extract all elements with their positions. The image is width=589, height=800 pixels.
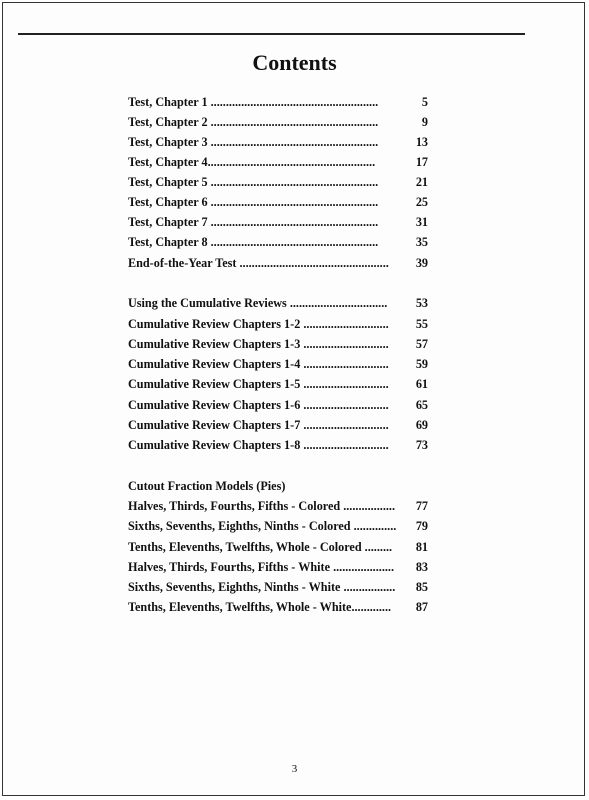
toc-entry-page: 79 [415,519,428,533]
toc-entry-label: Cumulative Review Chapters 1-8 ............................ [128,438,389,452]
toc-entry-label: Cumulative Review Chapters 1-6 ............................ [128,398,389,412]
toc-entry[interactable] [128,499,428,519]
toc-entry[interactable] [128,418,428,438]
toc-entry[interactable] [128,215,428,235]
toc-entry-label: Cumulative Review Chapters 1-3 ............................ [128,337,389,351]
toc-entry-label: End-of-the-Year Test ................................................. [128,256,389,270]
toc-entry-label: Test, Chapter 3 ....................................................... [128,135,379,149]
toc-entry[interactable] [128,560,428,580]
page-number: 3 [291,763,298,775]
toc-entry-label: Test, Chapter 1 ....................................................... [128,95,379,109]
toc-entry[interactable] [128,235,428,255]
toc-entry[interactable] [128,600,428,620]
toc-entry-label: Sixths, Sevenths, Eighths, Ninths - Colored .............. [128,519,397,533]
toc-entry[interactable] [128,135,428,155]
toc-entry-page: 83 [415,560,428,574]
toc-entry[interactable] [128,580,428,600]
toc-entry[interactable] [128,175,428,195]
toc-entry-label: Test, Chapter 6 ....................................................... [128,195,379,209]
toc-entry[interactable] [128,115,428,135]
toc-entry-page: 17 [415,155,428,169]
toc-entry-label: Cumulative Review Chapters 1-7 ............................ [128,418,389,432]
toc-entry-label: Tenths, Elevenths, Twelfths, Whole - Colored ......... [128,540,393,554]
toc-entry[interactable] [128,195,428,215]
toc-entry[interactable] [128,398,428,418]
toc-entry-label: Tenths, Elevenths, Twelfths, Whole - White............. [128,600,392,614]
toc-entry-page: 39 [415,256,428,270]
toc-entry-label: Cumulative Review Chapters 1-4 ............................ [128,357,389,371]
toc-entry[interactable] [128,95,428,115]
page-title: Contents [252,50,337,75]
toc-entry[interactable] [128,540,428,560]
toc-entry-label: Cumulative Review Chapters 1-2 ............................ [128,317,389,331]
toc-entry-label: Cumulative Review Chapters 1-5 ............................ [128,377,389,391]
toc-entry-page: 87 [415,600,428,614]
toc-entry-label: Test, Chapter 8 ....................................................... [128,235,379,249]
toc-entry-page: 25 [415,195,428,209]
toc-entry[interactable] [128,155,428,175]
toc-entry[interactable] [128,337,428,357]
toc-entry-label: Test, Chapter 7 ....................................................... [128,215,379,229]
toc-entry-page: 61 [415,377,428,391]
top-rule [18,33,525,35]
toc-entry-page: 73 [415,438,428,452]
toc-entry[interactable] [128,296,428,316]
toc-entry-page: 9 [421,115,428,129]
toc-entry-label: Test, Chapter 2 ....................................................... [128,115,379,129]
toc-entry-page: 69 [415,418,428,432]
toc-entry-label: Sixths, Sevenths, Eighths, Ninths - White ................. [128,580,396,594]
toc-entry-label: Halves, Thirds, Fourths, Fifths - Colored ................. [128,499,396,513]
toc-entry-page: 13 [415,135,428,149]
toc-entry[interactable] [128,357,428,377]
toc-entry-label: Test, Chapter 4....................................................... [128,155,376,169]
section-heading: Cutout Fraction Models (Pies) [128,479,286,493]
toc-entry-page: 55 [415,317,428,331]
toc-entry-page: 21 [415,175,428,189]
toc-entry-page: 85 [415,580,428,594]
toc-entry[interactable] [128,438,428,458]
toc-entry-label: Halves, Thirds, Fourths, Fifths - White .................... [128,560,395,574]
toc-entry-label: Test, Chapter 5 ....................................................... [128,175,379,189]
toc-entry[interactable] [128,256,428,276]
toc-entry-page: 53 [415,296,428,310]
toc-entry-page: 59 [415,357,428,371]
toc-entry-page: 77 [415,499,428,513]
toc-entry[interactable] [128,377,428,397]
toc-entry-page: 5 [421,95,428,109]
toc-entry-page: 31 [415,215,428,229]
toc-entry[interactable] [128,317,428,337]
toc-entry-label: Using the Cumulative Reviews ................................ [128,296,388,310]
toc-entry-page: 81 [415,540,428,554]
toc-entry-page: 65 [415,398,428,412]
toc-entry[interactable] [128,519,428,539]
toc-entry-page: 57 [415,337,428,351]
toc-entry-page: 35 [415,235,428,249]
